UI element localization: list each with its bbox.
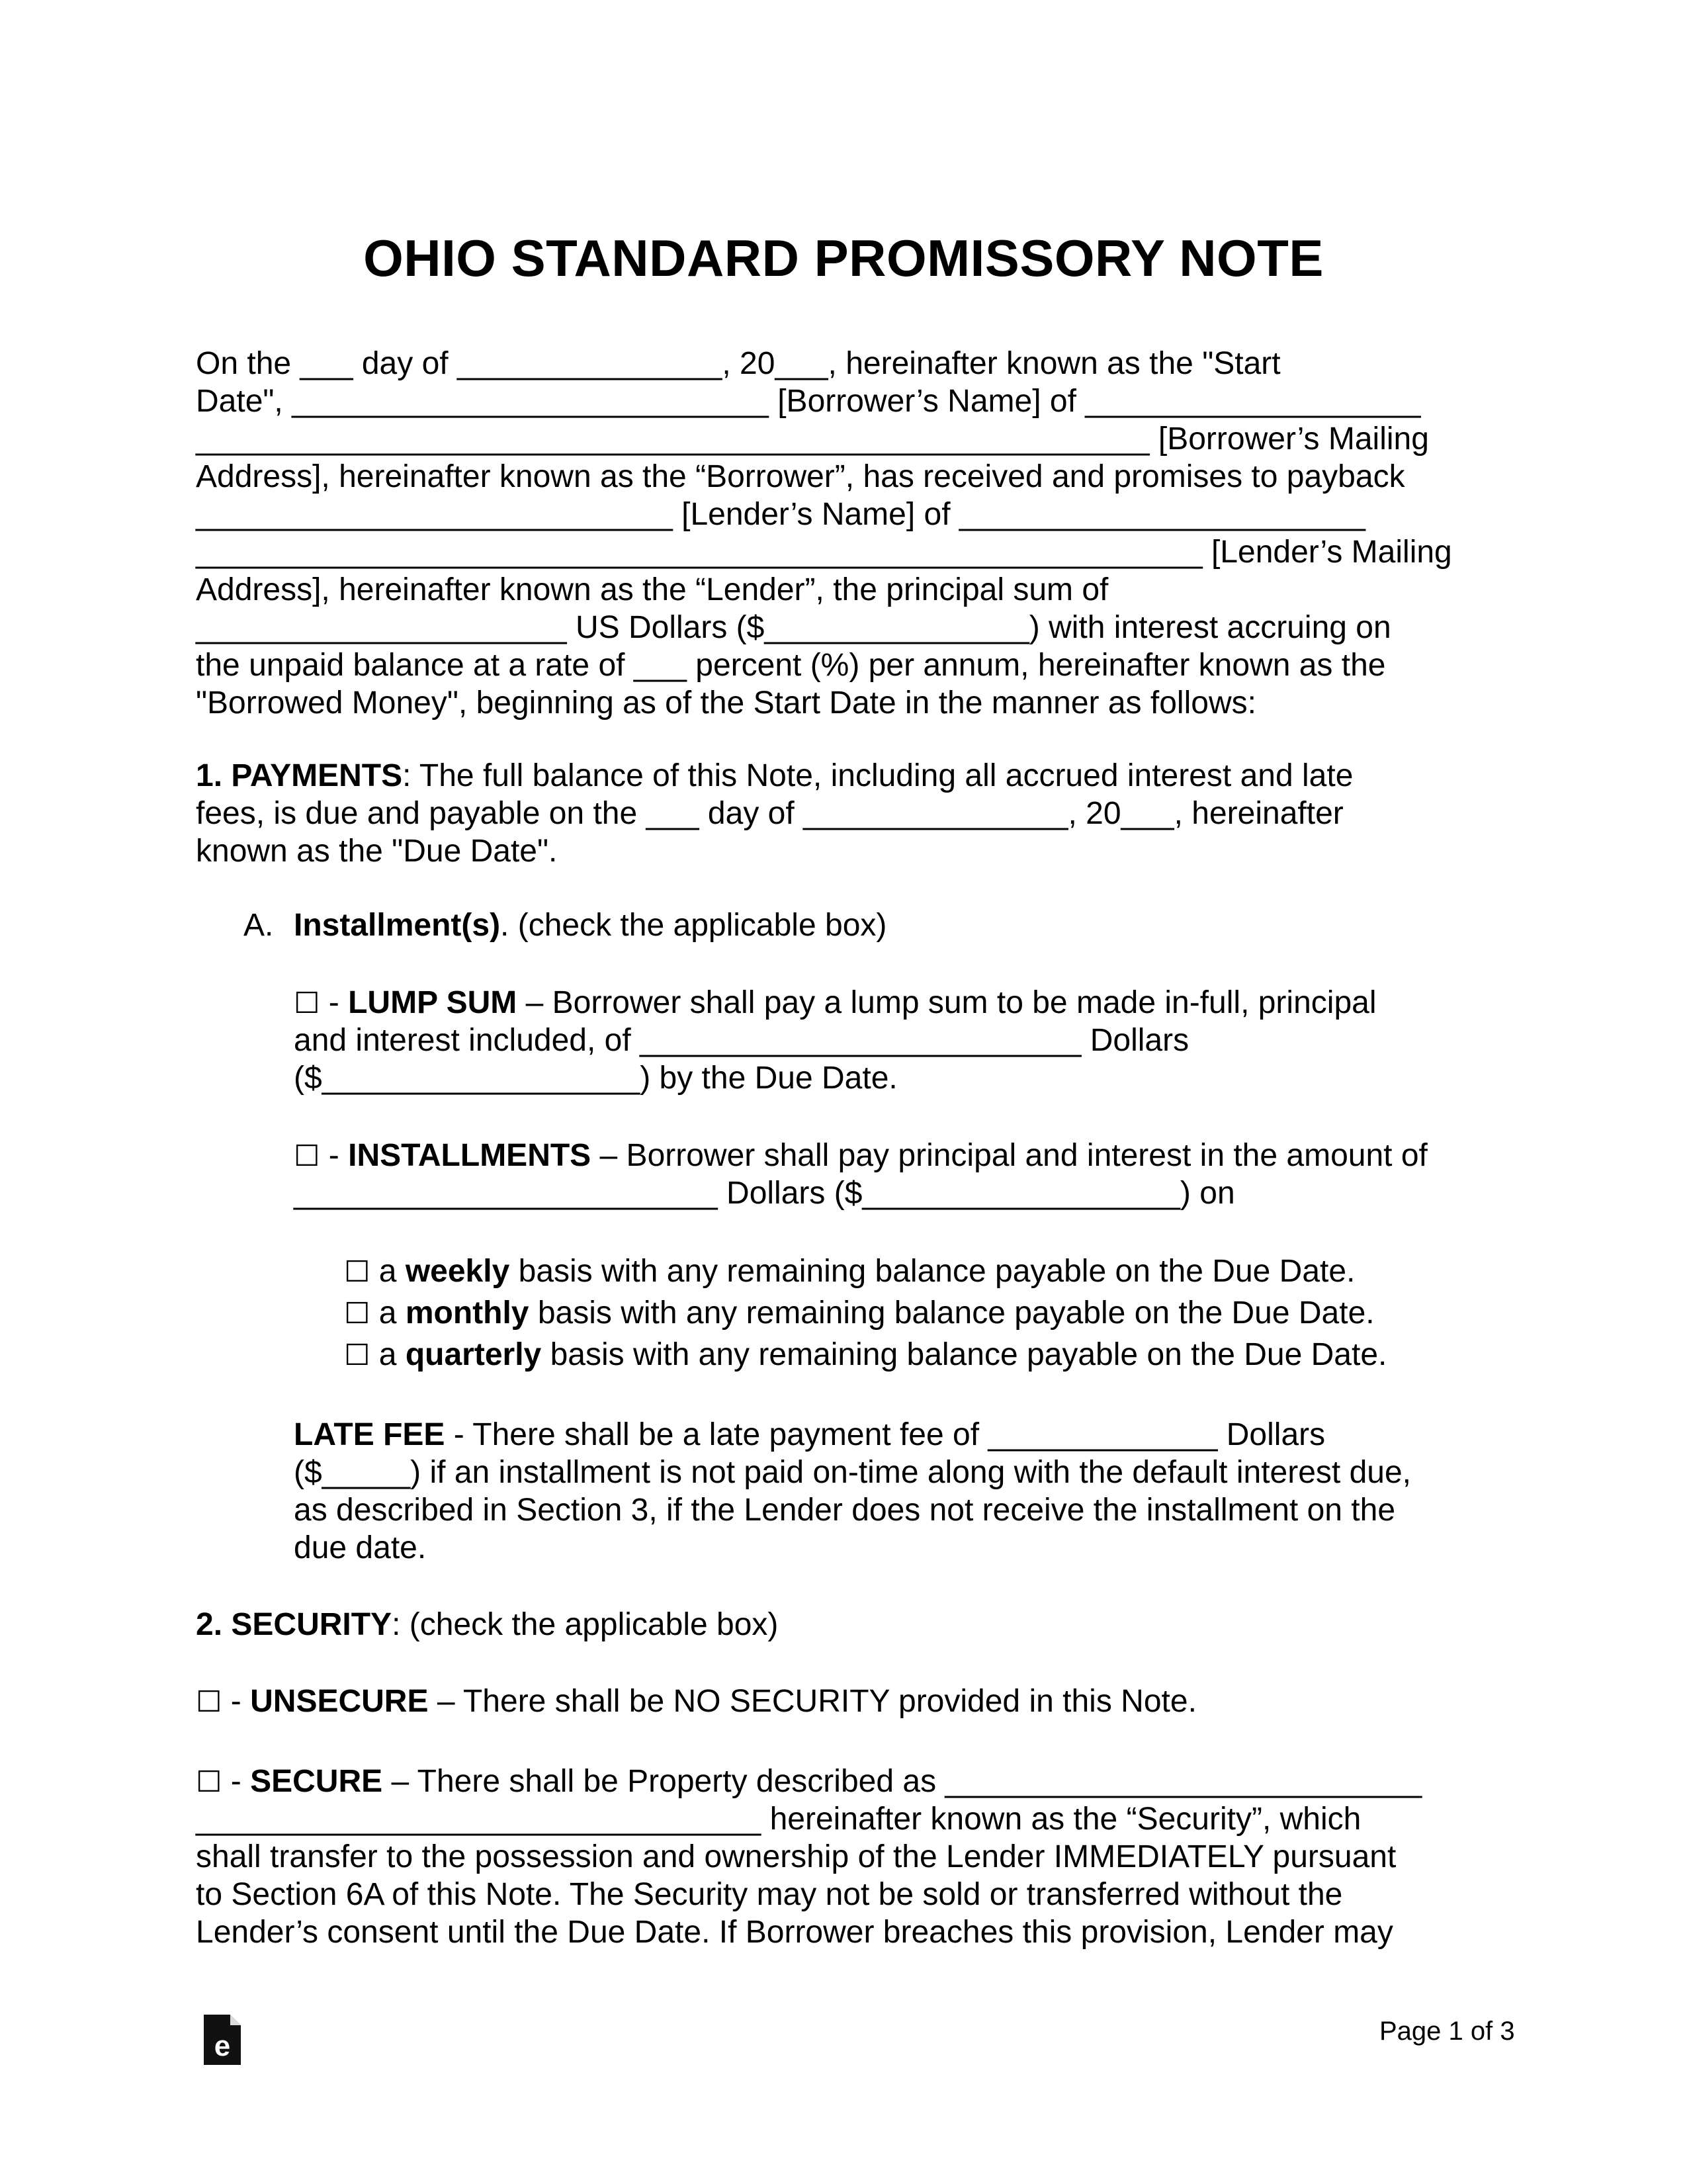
intro-line-2: Date", ___________________________ [Borrower’s Name] of ___________________ [196,384,1421,419]
installments-line-1: ☐ - INSTALLMENTS – Borrower shall pay principal and interest in the amount of [294,1138,1428,1173]
installments-section-heading: Installment(s) [294,908,501,943]
secure-label: SECURE [250,1764,383,1799]
intro-line-6: _________________________________________________________ [Lender’s Mailing [196,535,1452,570]
monthly-checkbox[interactable]: ☐ [344,1297,370,1331]
payments-line-2: fees, is due and payable on the ___ day of _______________, 20___, hereinafter [196,796,1344,831]
lump-sum-line-3: ($__________________) by the Due Date. [294,1061,898,1096]
svg-text:e: e [214,2030,231,2062]
document-title: OHIO STANDARD PROMISSORY NOTE [363,229,1324,287]
late-fee-line-2: ($_____) if an installment is not paid on-time along with the default interest due, [294,1455,1411,1490]
late-fee-label: LATE FEE [294,1417,445,1452]
intro-line-5: ___________________________ [Lender’s Name] of _______________________ [196,497,1365,532]
frequency-monthly: ☐ a monthly basis with any remaining balance payable on the Due Date. [344,1295,1375,1331]
lump-sum-line-1: ☐ - LUMP SUM – Borrower shall pay a lump sum to be made in-full, principal [294,985,1377,1020]
security-heading: 2. SECURITY [196,1607,392,1642]
secure-line-3: shall transfer to the possession and ownership of the Lender IMMEDIATELY pursuant [196,1839,1397,1874]
frequency-quarterly: ☐ a quarterly basis with any remaining balance payable on the Due Date. [344,1337,1387,1372]
page-number: Page 1 of 3 [1379,2017,1515,2046]
installments-checkbox[interactable]: ☐ [294,1139,320,1173]
secure-line-2: ________________________________ hereinafter known as the “Security”, which [196,1802,1362,1837]
secure-line-4: to Section 6A of this Note. The Security may not be sold or transferred without the [196,1877,1343,1912]
payments-heading: 1. PAYMENTS [196,758,403,793]
installments-letter: A. [243,908,274,943]
frequency-weekly: ☐ a weekly basis with any remaining balance payable on the Due Date. [344,1254,1356,1289]
security-line: 2. SECURITY: (check the applicable box) [196,1607,779,1642]
payments-line-1: 1. PAYMENTS: The full balance of this Note, including all accrued interest and late [196,758,1354,793]
installments-line-2: ________________________ Dollars ($__________________) on [294,1176,1235,1211]
intro-line-7: Address], hereinafter known as the “Lender”, the principal sum of [196,572,1109,607]
payments-line-3: known as the "Due Date". [196,834,558,869]
intro-line-10: "Borrowed Money", beginning as of the Start Date in the manner as follows: [196,685,1256,721]
lump-sum-line-2: and interest included, of _________________________ Dollars [294,1023,1190,1058]
secure-line-1: ☐ - SECURE – There shall be Property described as ___________________________ [196,1764,1422,1799]
lump-sum-checkbox[interactable]: ☐ [294,986,320,1020]
unsecure-line: ☐ - UNSECURE – There shall be NO SECURITY provided in this Note. [196,1684,1197,1719]
intro-line-3: ______________________________________________________ [Borrower’s Mailing [196,421,1429,457]
intro-line-1: On the ___ day of _______________, 20___, hereinafter known as the "Start [196,346,1281,381]
late-fee-line-1: LATE FEE - There shall be a late payment fee of _____________ Dollars [294,1417,1326,1452]
secure-line-5: Lender’s consent until the Due Date. If Borrower breaches this provision, Lender may [196,1915,1393,1950]
late-fee-line-4: due date. [294,1530,427,1565]
installments-label: INSTALLMENTS [348,1138,591,1173]
unsecure-checkbox[interactable]: ☐ [196,1685,222,1719]
weekly-checkbox[interactable]: ☐ [344,1255,370,1289]
late-fee-line-3: as described in Section 3, if the Lender does not receive the installment on the [294,1493,1396,1528]
quarterly-checkbox[interactable]: ☐ [344,1338,370,1372]
intro-line-4: Address], hereinafter known as the “Borrower”, has received and promises to payback [196,459,1405,494]
eforms-logo-icon [204,2015,241,2065]
secure-checkbox[interactable]: ☐ [196,1765,222,1799]
intro-line-9: the unpaid balance at a rate of ___ percent (%) per annum, hereinafter known as the [196,648,1386,683]
intro-line-8: _____________________ US Dollars ($_______________) with interest accruing on [196,610,1391,645]
unsecure-label: UNSECURE [250,1684,429,1719]
lump-sum-label: LUMP SUM [348,985,517,1020]
installments-section-line: Installment(s). (check the applicable box) [294,908,887,943]
